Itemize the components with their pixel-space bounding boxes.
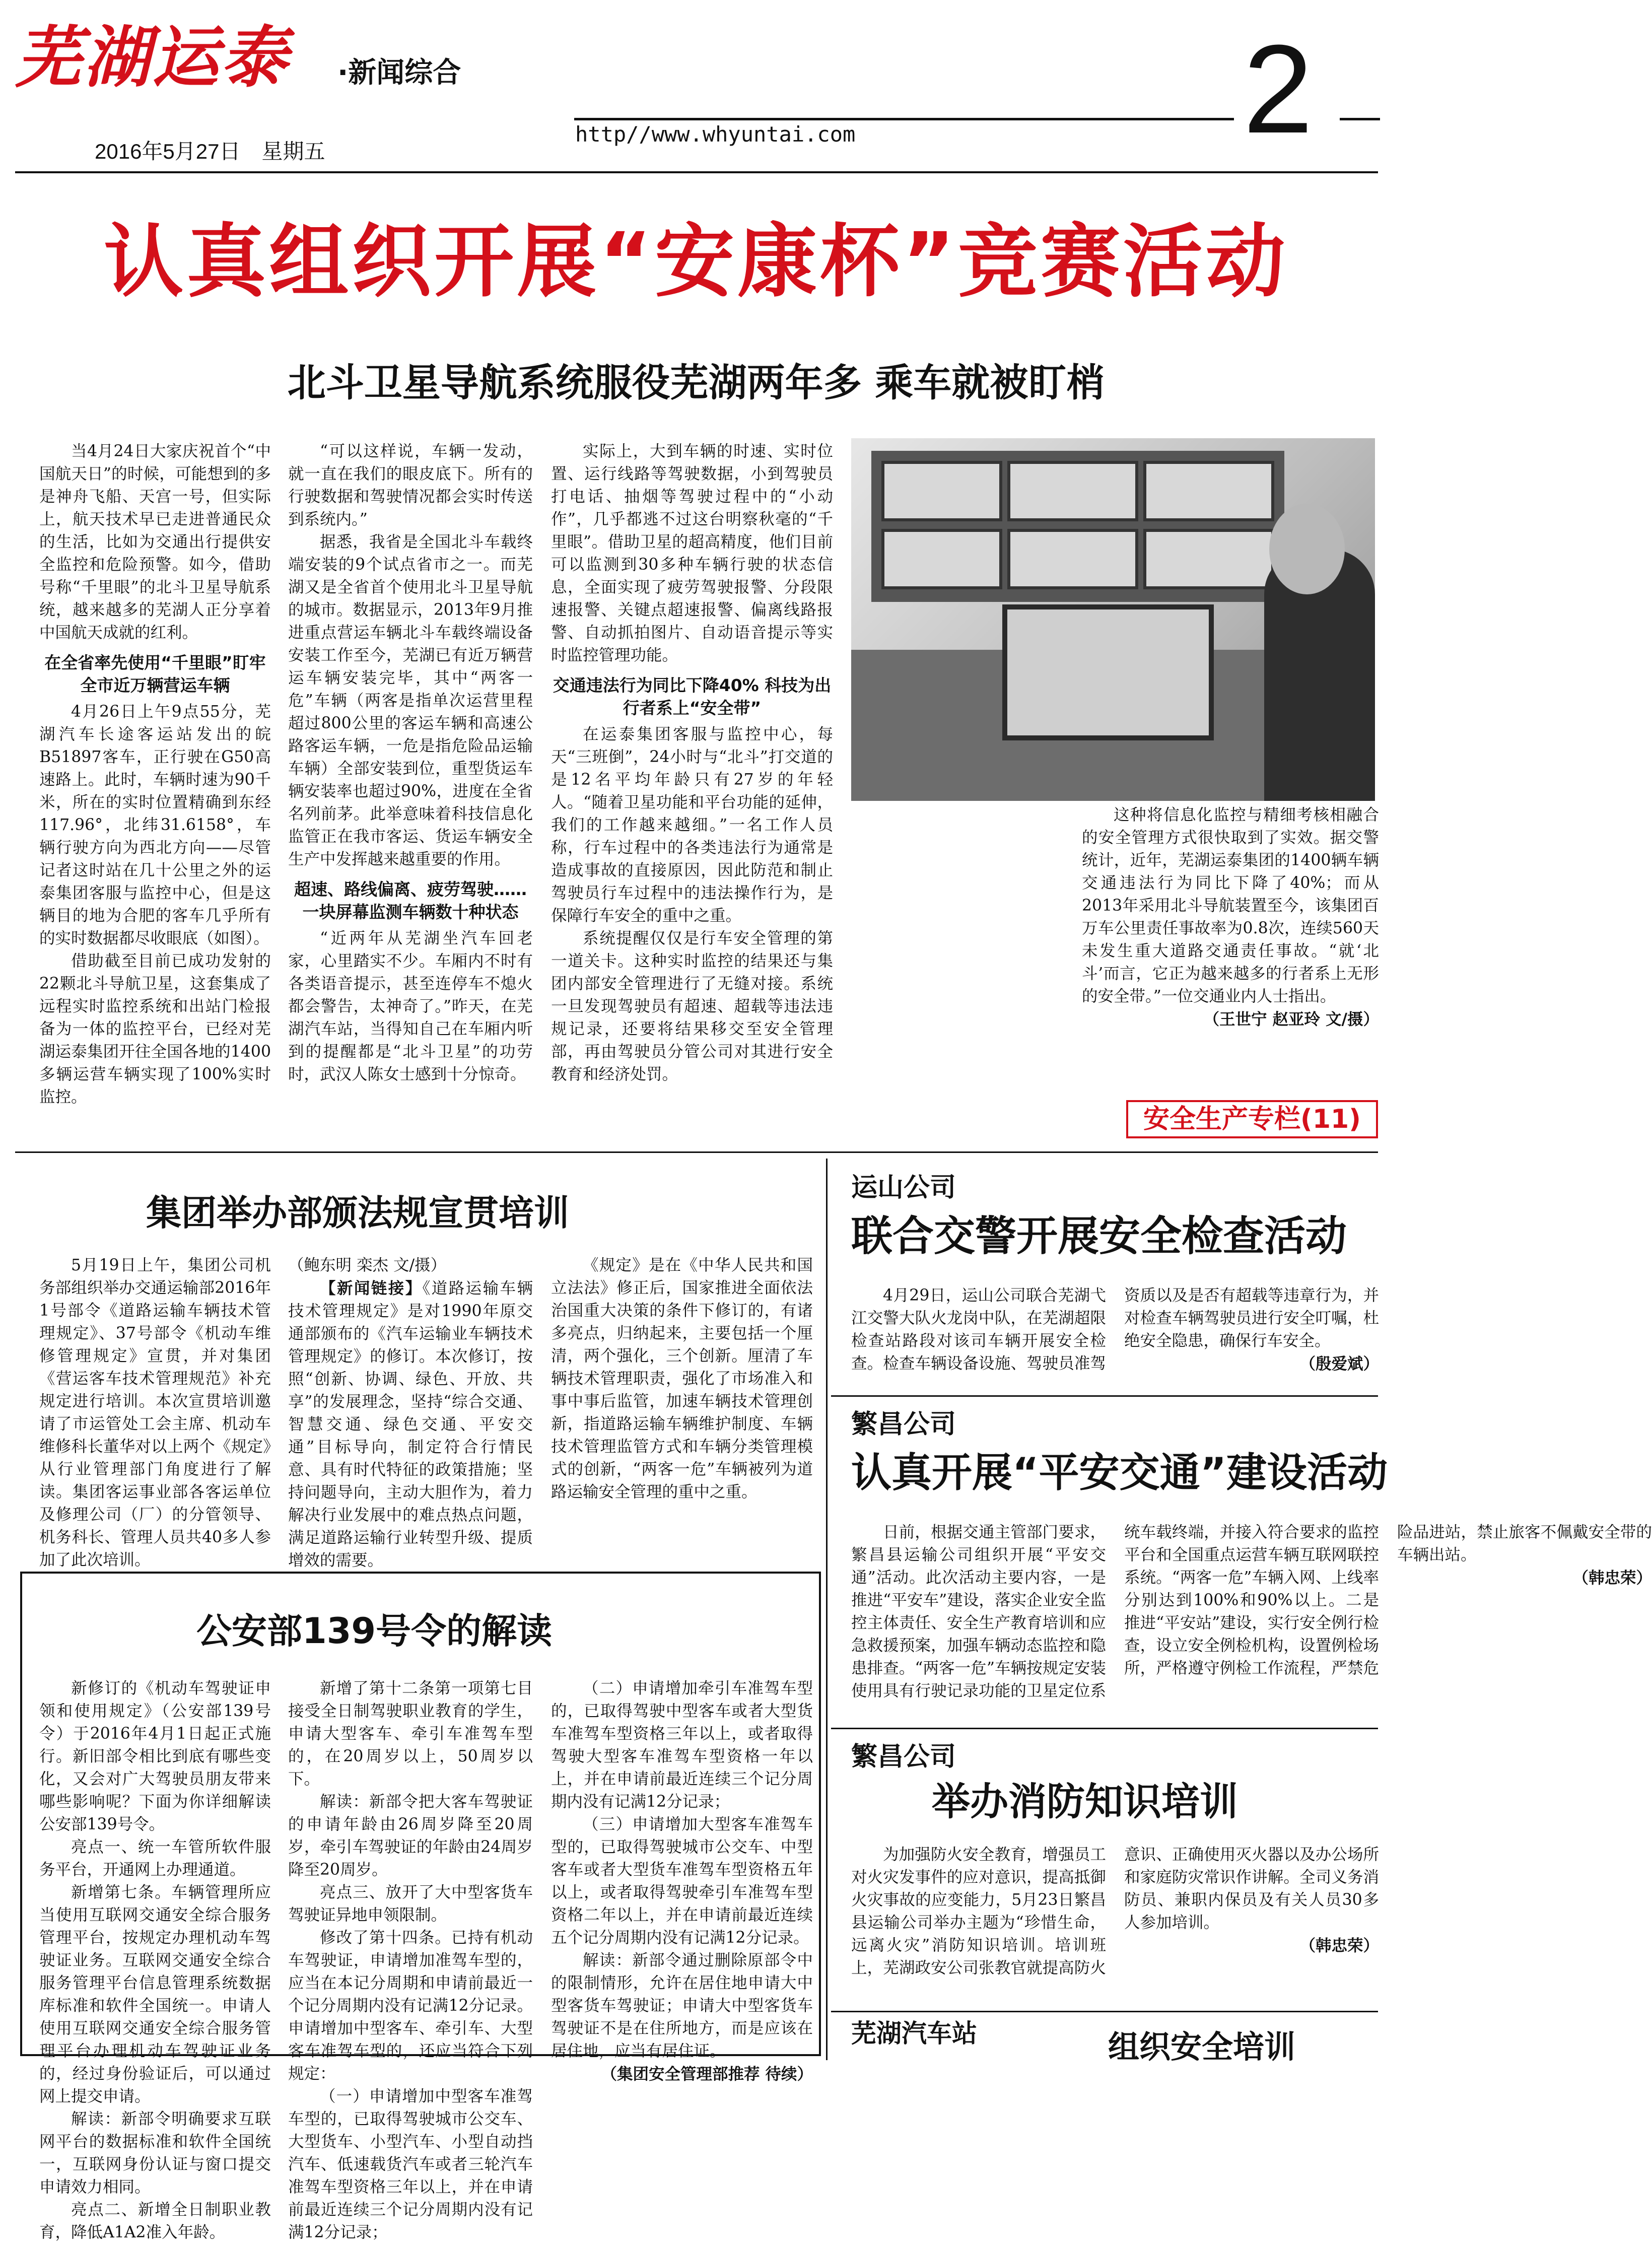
photo-screen	[1143, 461, 1274, 521]
header-rule-right	[1340, 118, 1380, 120]
paragraph: 亮点二、新增全日制职业教育，降低A1A2准入年龄。	[39, 2201, 271, 2241]
training-column-3	[551, 1254, 813, 1541]
paragraph: 修改了第十四条。已持有机动车驾驶证，申请增加准驾车型的，应当在本记分周期和申请前最近一个记分周期内没有记满12分记录。申请增加中型客车、牵引车、大型客车准驾车型的，还应当符合下列规定：	[288, 1929, 533, 2083]
paragraph: 新修订的《机动车驾驶证申领和使用规定》（公安部139号令）于2016年4月1日起正式施行。新旧部令相比到底有哪些变化，又会对广大驾驶员朋友带来哪些影响呢？下面为你详细解读公安部139号令。	[39, 1679, 271, 1833]
photo-monitor	[1002, 604, 1214, 740]
monitoring-center-photo	[851, 438, 1375, 801]
brief-divider	[831, 2011, 1378, 2012]
paragraph	[288, 1277, 533, 1572]
training-column-1	[39, 1254, 271, 1569]
paragraph: 为加强防火安全教育，增强员工对火灾发事件的应对意识，提高抵御火灾事故的应变能力，5月23日繁昌县运输公司举办主题为“珍惜生命，远离火灾”消防知识培训。培训班上，芜湖政安公司张教官就提高防火意识、正确使用灭火器以及办公场所和家庭防灾常识作讲解。全司义务消防员、兼职内保员及有关人员30多人参加培训。	[851, 1846, 1379, 1977]
masthead-logo: 芜湖运泰	[15, 19, 289, 97]
section-subheading: 交通违法行为同比下降40% 科技为出行者系上“安全带”	[553, 675, 832, 718]
paragraph: 新增第七条。车辆管理所应当使用互联网交通安全综合服务管理平台，按规定办理机动车驾驶证业务。互联网交通安全综合服务管理平台信息管理系统数据库标准和软件全国统一。申请人使用互联网交通安全综合服务管理平台办理机动车驾驶证业务的，经过身份验证后，可以通过网上提交申请。	[39, 1883, 271, 2105]
training-column-2	[288, 1254, 533, 1570]
news-link-label: 【新闻链接】	[320, 1279, 423, 1298]
training-story-title: 集团举办部颁法规宣贯培训	[146, 1192, 569, 1234]
photo-screen	[881, 461, 1002, 521]
section-subheading: 在全省率先使用“千里眼”盯牢全市近万辆营运车辆	[44, 653, 266, 695]
paragraph: 这种将信息化监控与精细考核相融合的安全管理方式很快取到了实效。据交警统计，近年，芜湖运泰集团的1400辆车辆交通违法行为同比下降了40%；而从2013年采用北斗导航装置至今，该集团百万车公里责任事故率为0.8次，连续560天未发生重大道路交通责任事故。“就‘北斗’而言，它正为越来越多的行者系上无形的安全带。”一位交通业内人士指出。	[1082, 806, 1379, 1005]
section-subheading: 超速、路线偏离、疲劳驾驶……一块屏幕监测车辆数十种状态	[294, 879, 527, 922]
byline: （韩忠荣）	[1299, 1936, 1379, 1955]
byline: （殷爱斌）	[1299, 1354, 1379, 1373]
paragraph: 解读：新部令把大客车驾驶证的申请年龄由26周岁降至20周岁，牵引车驾驶证的年龄由24周岁降至20周岁。	[288, 1793, 533, 1879]
company-label: 芜湖汽车站	[851, 2019, 977, 2048]
paragraph: （三）申请增加大型客车准驾车型的，已取得驾驶城市公交车、中型客车或者大型货车准驾车型资格五年以上，或者取得驾驶牵引车准驾车型资格二年以上，并在申请前最近连续五个记分周期内没有记满12分记录。	[551, 1815, 813, 1947]
paragraph: 在运泰集团客服与监控中心，每天“三班倒”，24小时与“北斗”打交道的是12名平均年龄只有27岁的年轻人。“随着卫星功能和平台功能的延伸，我们的工作越来越细。”一名工作人员称，行车过程中的各类违法行为通常是造成事故的直接原因，因此防范和制止驾驶员行车过程中的违法操作行为，是保障行车安全的重中之重。	[551, 725, 833, 925]
right-column-divider	[826, 1159, 828, 2060]
decree-column-3	[551, 1677, 813, 2083]
lead-story-column-4	[1082, 804, 1379, 1086]
paragraph: 5月19日上午，集团公司机务部组织举办交通运输部2016年1号部令《道路运输车辆技术管理规定》、37号部令《机动车维修管理规定》宣贯，并对集团《营运客车技术管理规范》补充规定进行培训。本次宣贯培训邀请了市运管处工会主席、机动车维修科长董华对以上两个《规定》从行业管理部门角度进行了解读。集团客运事业部各客运单位及修理公司（厂）的分管领导、机务科长、管理人员共40多人参加了此次培训。	[39, 1256, 271, 1569]
website-url[interactable]: http//www.whyuntai.com	[575, 122, 856, 147]
brief-divider	[831, 1395, 1378, 1397]
paragraph: 当4月24日大家庆祝首个“中国航天日”的时候，可能想到的多是神舟飞船、天宫一号，但实际上，航天技术早已走进普通民众的生活，比如为交通出行提供安全监控和危险预警。如今，借助号称“千里眼”的北斗卫星导航系统，越来越多的芜湖人正分享着中国航天成就的红利。	[39, 442, 271, 642]
paragraph: 日前，根据交通主管部门要求，繁昌县运输公司组织开展“平安交通”活动。此次活动主要内容，一是推进“平安车”建设，落实企业安全监控主体责任、安全生产教育培训和应急救援预案，加强车辆动态监控和隐患排查。“两客一危”车辆按规定安装使用具有行驶记录功能的卫星定位系统车载终端，并接入符合要求的监控平台和全国重点运营车辆互联网联控系统。“两客一危”车辆入网、上线率分别达到100%和90%以上。二是推进“平安站”建设，实行安全例行检查，设立安全例检机构，设置例检场所，严格遵守例检工作流程，严禁危险品进站，禁止旅客不佩戴安全带的车辆出站。	[851, 1523, 1652, 1700]
safety-column-badge: 安全生产专栏(11)	[1126, 1100, 1378, 1138]
page-number: 2	[1243, 19, 1314, 159]
paragraph: 新增了第十二条第一项第七目 接受全日制驾驶职业教育的学生，申请大型客车、牵引车准驾车型的，在20周岁以上，50周岁以下。	[288, 1679, 533, 1788]
paragraph: （一）申请增加中型客车准驾车型的，已取得驾驶城市公交车、大型货车、小型汽车、小型自动挡汽车、低速载货汽车或者三轮汽车准驾车型资格三年以上，并在申请前最近连续三个记分周期内没有记满12分记录；	[288, 2087, 533, 2241]
lead-story-column-2	[288, 440, 533, 1103]
company-label: 运山公司	[851, 1173, 956, 1203]
main-headline: 认真组织开展“安康杯”竞赛活动	[104, 216, 1288, 308]
paragraph: 实际上，大到车辆的时速、实时位置、运行线路等驾驶数据，小到驾驶员打电话、抽烟等驾驶过程中的“小动作”，几乎都逃不过这台明察秋毫的“千里眼”。借助卫星的超高精度，他们目前可以监测到30多种车辆行驶的状态信息，全面实现了疲劳驾驶报警、分段限速报警、关键点超速报警、偏离线路报警、自动抓拍图片、自动语音提示等实时监控管理功能。	[551, 442, 833, 664]
paragraph: 亮点一、统一车管所软件服务平台，开通网上办理通道。	[39, 1838, 271, 1879]
issue-date: 2016年5月27日 星期五	[95, 140, 325, 163]
paragraph: “可以这样说，车辆一发动，就一直在我们的眼皮底下。所有的行驶数据和驾驶情况都会实时传送到系统内。”	[288, 442, 533, 528]
paragraph: 亮点三、放开了大中型客货车驾驶证异地申领限制。	[288, 1883, 533, 1924]
paragraph: 借助截至目前已成功发射的22颗北斗导航卫星，这套集成了远程实时监控系统和出站门检报备为一体的监控平台，已经对芜湖运泰集团开往全国各地的1400多辆运营车辆实现了100%实时监控。	[39, 952, 271, 1106]
lead-story-column-3	[551, 440, 833, 1103]
lead-story-title: 北斗卫星导航系统服役芜湖两年多 乘车就被盯梢	[287, 360, 1105, 405]
section-name: ·新闻综合	[337, 56, 461, 89]
brief-title: 组织安全培训	[1108, 2028, 1296, 2065]
brief-title: 认真开展“平安交通”建设活动	[851, 1449, 1388, 1496]
paragraph: 据悉，我省是全国北斗车载终端安装的9个试点省市之一。而芜湖又是全省首个使用北斗卫星导航的城市。数据显示，2013年9月推进重点营运车辆北斗车载终端设备安装工作至今，芜湖已有近万辆营运车辆安装完毕，其中“两客一危”车辆（两客是指单次运营里程超过800公里的客运车辆和高速公路客运车辆，一危是指危险品运输车辆）全部安装到位，重型货运车辆安装率也超过90%，进度在全省名列前茅。此举意味着科技信息化监管正在我市客运、货运车辆安全生产中发挥越来越重要的作用。	[288, 533, 533, 868]
decree-story-title: 公安部139号令的解读	[196, 1610, 553, 1652]
brief-body	[851, 1284, 1379, 1385]
photo-operator-head	[1269, 504, 1345, 594]
brief-body	[851, 1521, 1652, 1720]
paragraph: 解读：新部令明确要求互联网平台的数据标准和软件全国统一，互联网身份认证与窗口提交申请效力相同。	[39, 2110, 271, 2196]
paragraph	[851, 2064, 1379, 2065]
header-rule	[574, 118, 1234, 120]
brief-divider	[831, 1728, 1378, 1729]
photo-screen	[1007, 461, 1138, 521]
brief-body	[851, 1844, 1379, 2005]
section-divider	[15, 1151, 1378, 1153]
photo-screen	[1007, 529, 1138, 589]
decree-column-1	[39, 1677, 271, 2241]
paragraph: 《规定》是在《中华人民共和国立法法》修正后，国家推进全面依法治国重大决策的条件下修订的，有诸多亮点，归纳起来，主要包括一个厘清，两个强化，三个创新。厘清了车辆技术管理职责，强化了市场准入和事中事后监管，加速车辆技术管理创新，指道路运输车辆维护制度、车辆技术管理监管方式和车辆分类管理模式的创新，“两客一危”车辆被列为道路运输安全管理的重中之重。	[551, 1256, 813, 1501]
paragraph: 4月29日，运山公司联合芜湖弋江交警大队火龙岗中队，在芜湖超限检查站路段对该司车辆开展安全检查。检查车辆设备设施、驾驶员准驾资质以及是否有超载等违章行为，并对检查车辆驾驶员进行安全叮嘱，杜绝安全隐患，确保行车安全。	[851, 1286, 1379, 1373]
paragraph: （二）申请增加牵引车准驾车型的，已取得驾驶中型客车或者大型货车准驾车型资格三年以上，或者取得驾驶大型客车准驾车型资格一年以上，并在申请前最近连续三个记分周期内没有记满12分记录；	[551, 1679, 813, 1811]
byline: （集团安全管理部推荐 待续）	[601, 2065, 813, 2083]
brief-title: 举办消防知识培训	[932, 1779, 1238, 1824]
brief-body	[851, 2064, 1379, 2065]
byline: （韩忠荣）	[1572, 1569, 1652, 1587]
decree-column-2	[288, 1677, 533, 2241]
header-rule-bottom	[15, 171, 1378, 173]
news-link-text: 《道路运输车辆技术管理规定》是对1990年原交通部颁布的《汽车运输业车辆技术管理规定》的修订。本次修订，按照“创新、协调、绿色、开放、共享”的发展理念，坚持“综合交通、智慧交通、绿色交通、平安交通”目标导向，制定符合行情民意、具有时代特征的政策措施；坚持问题导向，主动大胆作为，着力解决行业发展中的难点热点问题，满足道路运输行业转型升级、提质增效的需要。	[288, 1279, 533, 1570]
company-label: 繁昌公司	[851, 1409, 956, 1440]
photo-screen	[1143, 529, 1274, 589]
photo-screen	[881, 529, 1002, 589]
company-label: 繁昌公司	[851, 1742, 956, 1772]
byline: （鲍东明 栾杰 文/摄）	[288, 1256, 447, 1274]
lead-story-column-1	[39, 440, 271, 1106]
byline: （王世宁 赵亚玲 文/摄）	[1203, 1010, 1379, 1029]
paragraph: 4月26日上午9点55分，芜湖汽车长途客运站发出的皖B51897客车，正行驶在G50高速路上。此时，车辆时速为90千米，所在的实时位置精确到东经117.96°，北纬31.6158°，车辆行驶方向为西北方向——尽管记者这时站在几十公里之外的运泰集团客服与监控中心，但是这辆目的地为合肥的客车几乎所有的实时数据都尽收眼底（如图）。	[39, 703, 271, 947]
paragraph: 解读：新部令通过删除原部令中的限制情形，允许在居住地申请大中型客货车驾驶证；申请大中型客货车驾驶证不是在住所地方，而是应该在居住地，应当有居住证。	[551, 1951, 813, 2060]
paragraph: 系统提醒仅仅是行车安全管理的第一道关卡。这种实时监控的结果还与集团内部安全管理进行了无缝对接。系统一旦发现驾驶员有超速、超载等违法违规记录，还要将结果移交至安全管理部，再由驾驶员分管公司对其进行安全教育和经济处罚。	[551, 929, 833, 1083]
brief-title: 联合交警开展安全检查活动	[851, 1212, 1347, 1260]
paragraph: “近两年从芜湖坐汽车回老家，心里踏实不少。车厢内不时有各类语音提示，甚至连停车不熄火都会警告，太神奇了。”昨天，在芜湖汽车站，当得知自己在车厢内听到的提醒都是“北斗卫星”的功劳时，武汉人陈女士感到十分惊奇。	[288, 929, 533, 1083]
